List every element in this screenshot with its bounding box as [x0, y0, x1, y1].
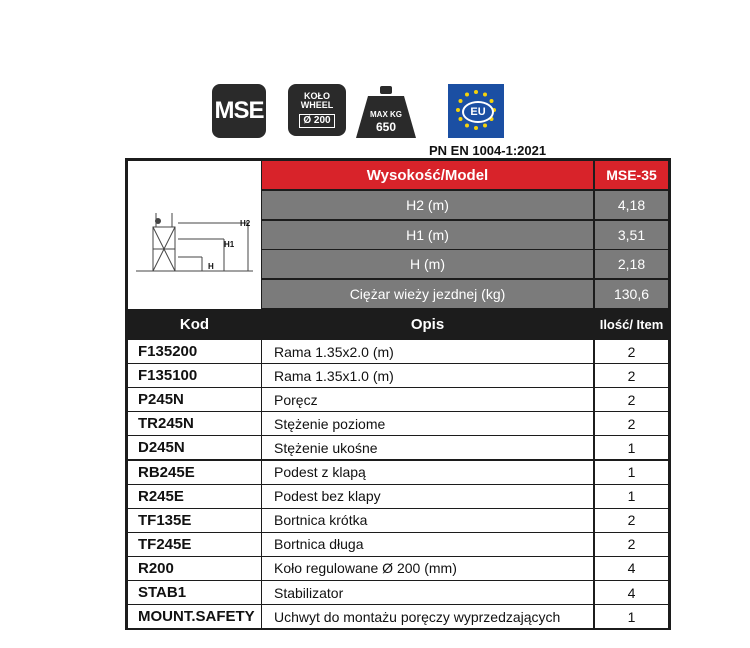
part-row-opis: Podest bez klapy: [262, 485, 593, 508]
weight-badge: [354, 84, 418, 140]
part-row-qty: 2: [595, 364, 668, 387]
col-opis-header: Opis: [410, 316, 445, 333]
spec-row-value: 2,18: [595, 250, 668, 278]
diagram-label-h1: H1: [224, 240, 235, 249]
wheel-badge-line3: Ø 200: [299, 114, 334, 128]
wheel-badge-line2: WHEEL: [300, 100, 334, 110]
col-kod-header: Kod: [179, 316, 210, 333]
tower-diagram: [128, 161, 261, 309]
part-row-opis: Stężenie poziome: [262, 412, 593, 435]
mse-badge-label: MSE: [214, 97, 264, 124]
part-row-kod: MOUNT.SAFETY: [128, 605, 261, 628]
spec-row-value: 130,6: [595, 280, 668, 308]
part-row-opis: Uchwyt do montażu poręczy wyprzedzających: [262, 605, 593, 628]
part-row-opis: Rama 1.35x2.0 (m): [262, 340, 593, 363]
part-row-kod: R200: [128, 557, 261, 580]
part-row-kod: P245N: [128, 388, 261, 411]
eu-badge-label: EU: [462, 101, 494, 123]
part-row-opis: Rama 1.35x1.0 (m): [262, 364, 593, 387]
weight-badge-line1: MAX KG: [370, 110, 402, 119]
part-row-kod: STAB1: [128, 581, 261, 604]
part-row-qty: 2: [595, 509, 668, 532]
wheel-badge-line1: KOŁO: [304, 91, 330, 101]
part-row-opis: Stabilizator: [262, 581, 593, 604]
part-row-opis: Bortnica długa: [262, 533, 593, 556]
diagram-label-h: H: [208, 262, 214, 271]
part-row-kod: F135100: [128, 364, 261, 387]
part-row-kod: RB245E: [128, 461, 261, 484]
part-row-kod: TR245N: [128, 412, 261, 435]
part-row-kod: TF245E: [128, 533, 261, 556]
spec-row-value: 3,51: [595, 221, 668, 249]
tower-diagram-icon: [128, 161, 261, 309]
part-row-opis: Podest z klapą: [262, 461, 593, 484]
part-row-kod: D245N: [128, 436, 261, 459]
spec-row-label: Ciężar wieży jezdnej (kg): [262, 280, 593, 308]
part-row-qty: 1: [595, 605, 668, 628]
eu-badge: [448, 84, 504, 138]
spec-row-value: 4,18: [595, 191, 668, 219]
part-row-kod: R245E: [128, 485, 261, 508]
spec-row-label: H2 (m): [262, 191, 593, 219]
part-row-kod: TF135E: [128, 509, 261, 532]
diagram-label-h2: H2: [240, 219, 251, 228]
part-row-qty: 2: [595, 412, 668, 435]
spec-header-label: Wysokość/Model: [262, 161, 593, 189]
part-row-qty: 1: [595, 461, 668, 484]
wheel-badge: [288, 84, 346, 136]
col-qty-header: Ilość/ Item: [599, 317, 664, 332]
part-row-qty: 1: [595, 436, 668, 459]
spec-header-model: MSE-35: [595, 161, 668, 189]
weight-badge-line2: 650: [375, 120, 397, 134]
part-row-qty: 2: [595, 340, 668, 363]
spec-row-label: H (m): [262, 250, 593, 278]
part-row-opis: Stężenie ukośne: [262, 436, 593, 459]
spec-table: [125, 158, 671, 630]
part-row-opis: Bortnica krótka: [262, 509, 593, 532]
part-row-qty: 2: [595, 388, 668, 411]
part-row-kod: F135200: [128, 340, 261, 363]
part-row-qty: 2: [595, 533, 668, 556]
spec-row-label: H1 (m): [262, 221, 593, 249]
part-row-qty: 4: [595, 557, 668, 580]
mse-badge: [212, 84, 266, 138]
part-row-qty: 1: [595, 485, 668, 508]
part-row-opis: Poręcz: [262, 388, 593, 411]
norm-label: PN EN 1004-1:2021: [429, 143, 547, 158]
part-row-opis: Koło regulowane Ø 200 (mm): [262, 557, 593, 580]
part-row-qty: 4: [595, 581, 668, 604]
